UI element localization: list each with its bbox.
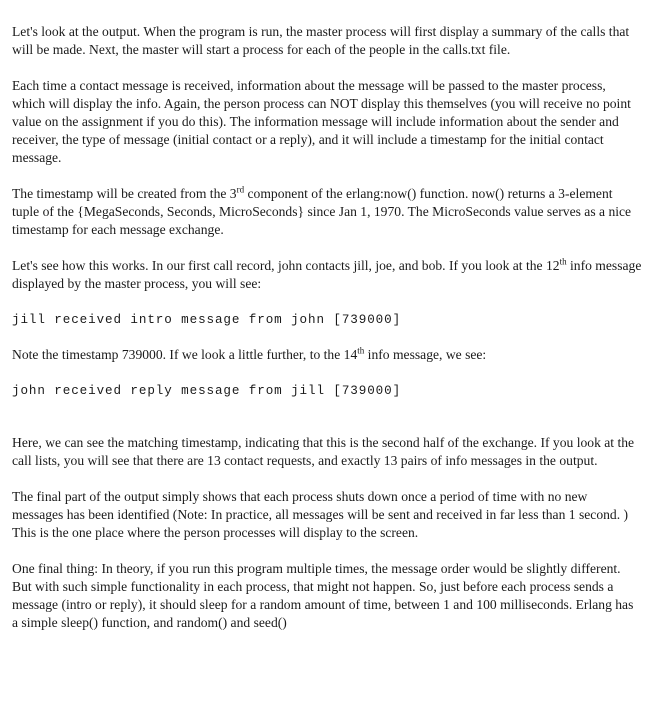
paragraph-note (12, 346, 642, 364)
code-line-intro: jill received intro message from john [739000] (12, 313, 402, 327)
ordinal-suffix: rd (236, 184, 245, 195)
paragraph-example-text-b: info message displayed by the master process, you will see: (12, 258, 642, 291)
document-body (12, 23, 642, 650)
paragraph-final-thing: One final thing: In theory, if you run this program multiple times, the message order would be slightly different. But with such simple functionality in each process, that might not happen. So, just before each process sends a message (intro or reply), it should sleep for a random amount of time, between 1 and 100 milliseconds. Erlang has a simple sleep() function, and random() and seed() (12, 561, 634, 630)
paragraph-note-text-a: Note the timestamp 739000. If we look a little further, to the 14 (12, 347, 358, 362)
paragraph-example-text-a: Let's see how this works. In our first call record, john contacts jill, joe, and bob. If you look at the 12 (12, 258, 560, 273)
paragraph-example (12, 257, 642, 293)
ordinal-suffix: th (559, 256, 567, 267)
paragraph-matching: Here, we can see the matching timestamp, indicating that this is the second half of the exchange. If you look at the call lists, you will see that there are 13 contact requests, and exactly 13 pairs of info messages in the output. (12, 435, 635, 468)
paragraph-timestamp-text-a: The timestamp will be created from the 3 (12, 186, 237, 201)
ordinal-suffix: th (357, 345, 365, 356)
paragraph-note-text-b: info message, we see: (364, 347, 487, 362)
code-line-reply: john received reply message from jill [739000] (12, 384, 402, 398)
paragraph-output-intro: Let's look at the output. When the program is run, the master process will first display a summary of the calls that will be made. Next, the master will start a process for each of the people in the calls.txt file. (12, 24, 630, 57)
paragraph-contact-message: Each time a contact message is received, information about the message will be passed to the master process, which will display the info. Again, the person process can NOT display this themselves (you will receive no point value on the assignment if you do this). The information message will include information about the sender and receiver, the type of message (initial contact or a reply), and it will include a timestamp for the initial contact message. (12, 78, 631, 165)
paragraph-shutdown: The final part of the output simply shows that each process shuts down once a period of time with no new messages has been identified (Note: In practice, all messages will be sent and received in far less than 1 second. ) This is the one place where the person processes will display to the screen. (12, 489, 629, 540)
paragraph-timestamp-text-b: component of the erlang:now() function. now() returns a 3-element tuple of the {MegaSeconds, Seconds, MicroSeconds} since Jan 1, 1970. The MicroSeconds value serves as a nice timestamp for each message exchange. (12, 186, 632, 237)
paragraph-timestamp (12, 185, 642, 239)
